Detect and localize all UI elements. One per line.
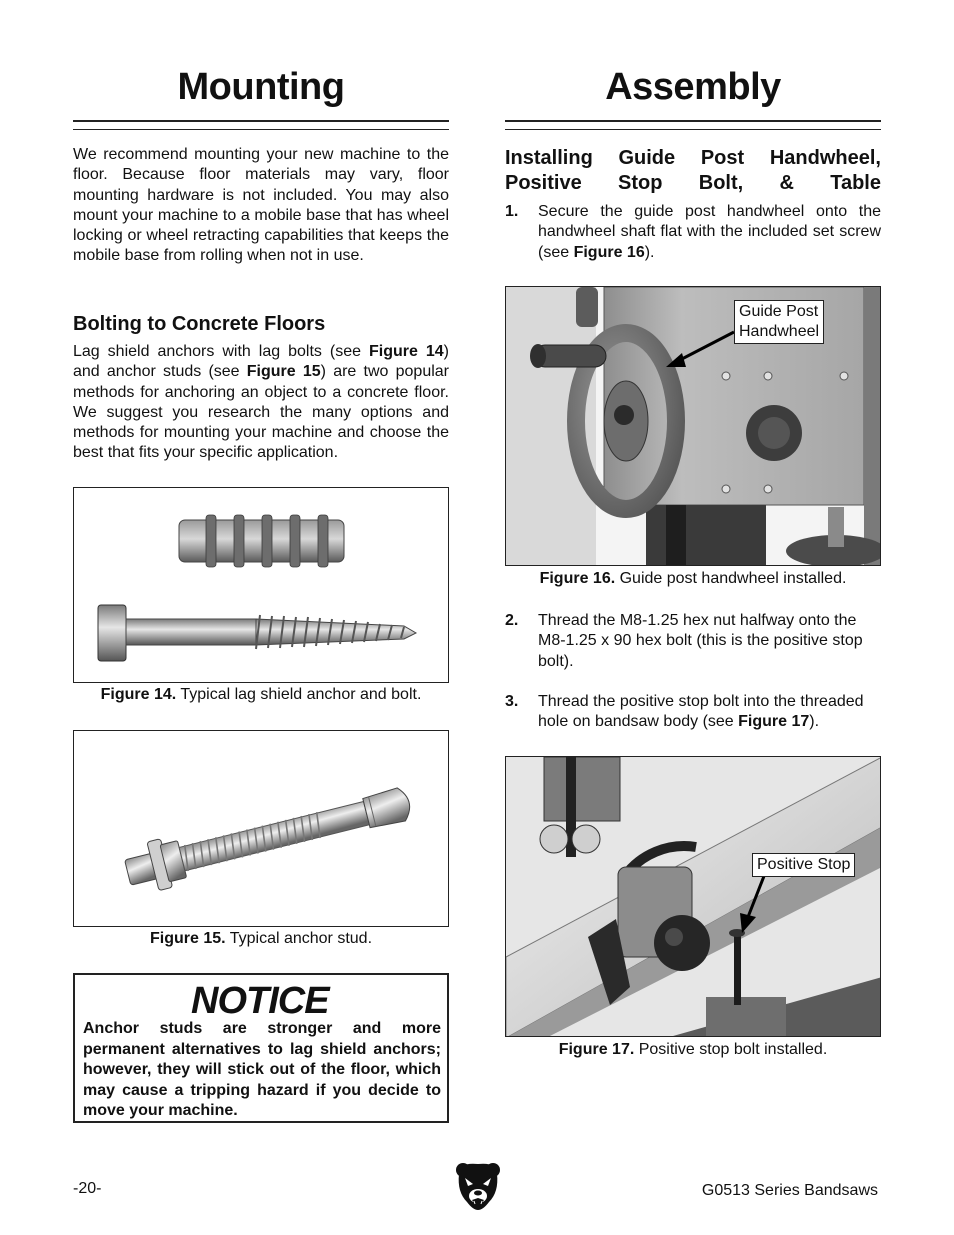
lag-shield-anchor-and-bolt-illustration — [74, 488, 449, 683]
star-knob — [746, 405, 802, 461]
step-3 — [505, 692, 881, 734]
bolting-text: Lag shield anchors with lag bolts (see Figure 14) and anchor studs (see Figure 15) are two popular methods for anchoring an object to a concrete floor. We suggest you research the many options and methods for mounting your machine and choose the best that fits your specific application. — [73, 343, 449, 462]
step-number: 2. — [505, 612, 519, 629]
title-rule — [505, 120, 881, 122]
notice-title: NOTICE — [191, 980, 329, 1022]
notice-body: Anchor studs are stronger and more permanent alternatives to lag shield anchors; however, they will stick out of the floor, which may cause a tripping hazard if you decide to move your machine. — [83, 1020, 441, 1119]
lag-shield-anchor — [179, 515, 344, 567]
model-name: G0513 Series Bandsaws — [701, 1182, 878, 1199]
figure-17-image — [505, 756, 881, 1037]
step-text: Thread the positive stop bolt into the threaded hole on bandsaw body (see Figure 17). — [538, 693, 864, 731]
title-rule — [73, 120, 449, 122]
title-rule-thin — [73, 129, 449, 130]
figure-16-image — [505, 286, 881, 566]
anchor-stud — [122, 778, 415, 897]
guide-post-handwheel-photo — [506, 287, 881, 566]
grizzly-bear-icon — [455, 1160, 501, 1212]
anchor-stud-illustration — [74, 731, 449, 927]
page-number: -20- — [73, 1180, 102, 1197]
title-rule-thin — [505, 129, 881, 130]
step-number: 3. — [505, 693, 519, 710]
positive-stop-callout: Positive Stop — [752, 853, 855, 877]
figure-16-caption: Figure 16. Guide post handwheel installed. — [539, 570, 847, 587]
assembly-heading: Installing Guide Post Handwheel, Positive Stop Bolt, & Table — [505, 147, 881, 194]
step-text: Secure the guide post handwheel onto the handwheel shaft flat with the included set screw (see Figure 16). — [538, 203, 881, 261]
assembly-title: Assembly — [605, 66, 781, 108]
figure-14-image — [73, 487, 449, 683]
positive-stop-bolt — [734, 933, 741, 1005]
notice-box — [73, 973, 449, 1123]
guide-post-handwheel-callout: Guide Post Handwheel — [734, 300, 824, 344]
figure-15-ref: Figure 15 — [246, 363, 321, 381]
figure-15-image — [73, 730, 449, 927]
figure-15-caption: Figure 15. Typical anchor stud. — [149, 930, 373, 947]
figure-14-ref: Figure 14 — [369, 343, 444, 360]
figure-14-caption: Figure 14. Typical lag shield anchor and bolt. — [100, 686, 422, 703]
figure-17-ref: Figure 17 — [738, 713, 810, 731]
step-text: Thread the M8-1.25 hex nut halfway onto the M8-1.25 x 90 hex bolt (this is the positive stop bolt). — [538, 612, 863, 670]
lag-bolt — [98, 605, 416, 661]
step-2 — [505, 611, 881, 673]
step-number: 1. — [505, 203, 519, 220]
figure-16-ref: Figure 16 — [573, 243, 645, 261]
figure-17-caption: Figure 17. Positive stop bolt installed. — [558, 1041, 828, 1058]
positive-stop-bolt-photo — [506, 757, 881, 1037]
step-1 — [505, 202, 881, 264]
mounting-title: Mounting — [177, 66, 345, 108]
bolting-heading: Bolting to Concrete Floors — [73, 313, 326, 335]
mounting-intro: We recommend mounting your new machine to the floor. Because floor materials may vary, floor mounting hardware is not included. You may also mount your machine to a mobile base that has wheel locking or wheel retracting capabilities that keeps the mobile base from rolling when not in use. — [73, 146, 449, 265]
